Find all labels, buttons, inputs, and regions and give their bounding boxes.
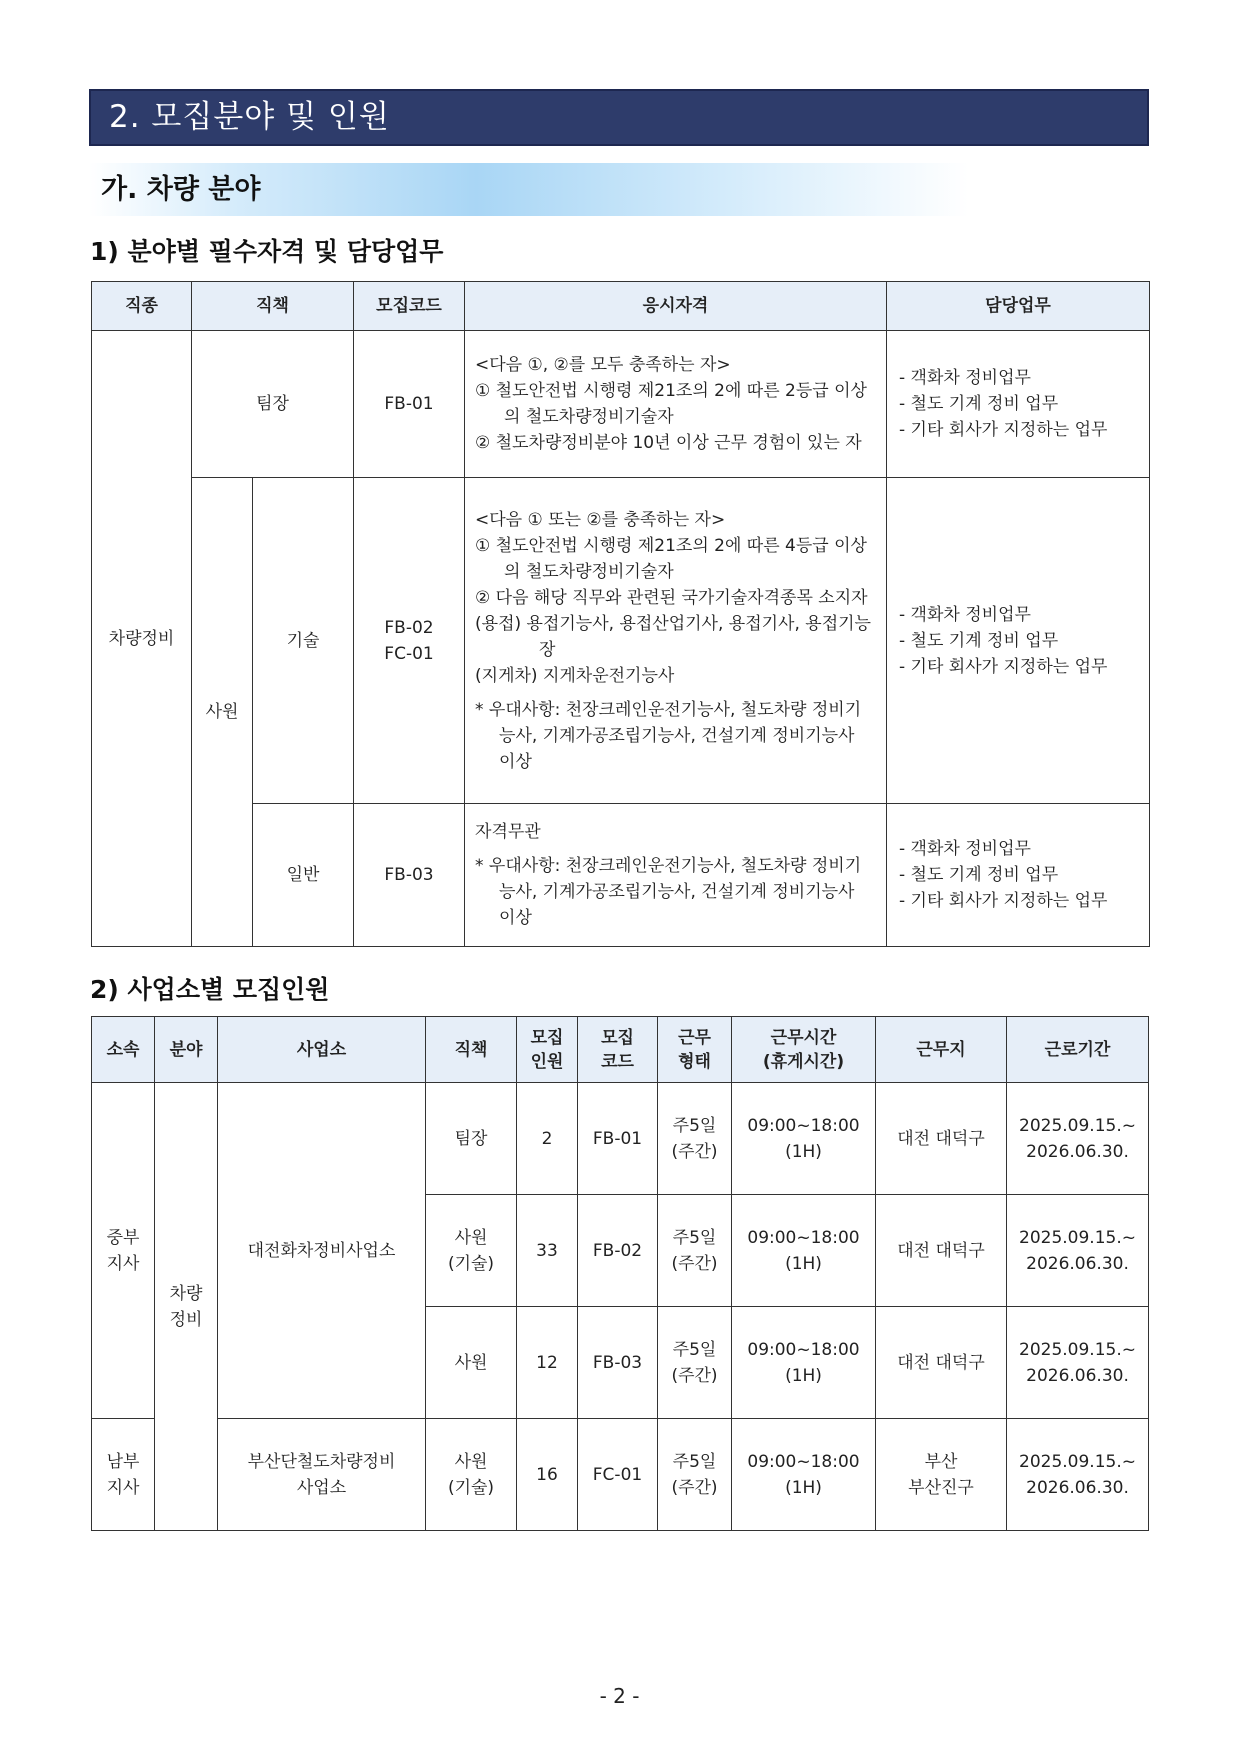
code-value: FB-02 <box>384 617 434 638</box>
code-value: FB-01 <box>384 394 434 414</box>
table-row <box>92 331 1150 478</box>
code-cell <box>354 804 465 947</box>
qualification-intro: <다음 ①, ②를 모두 충족하는 자> <box>475 355 731 375</box>
duty-item: - 객화차 정비업무 <box>899 839 1031 859</box>
hours-cell: 09:00~18:00 (1H) <box>732 1307 876 1419</box>
field-cell: 차량 정비 <box>155 1083 218 1531</box>
branch-cell: 남부 지사 <box>92 1419 155 1531</box>
qualification-intro: 자격무관 <box>475 822 541 842</box>
work-type-cell: 주5일 (주간) <box>658 1195 732 1307</box>
staffing-table <box>91 1016 1149 1531</box>
code-cell <box>354 478 465 804</box>
header-job-type: 직종 <box>92 282 192 331</box>
code-cell: FC-01 <box>578 1419 658 1531</box>
header-hours: 근무시간 (휴게시간) <box>732 1017 876 1083</box>
position-cell: 사원 (기술) <box>426 1419 517 1531</box>
sub-heading: 가. 차량 분야 <box>89 163 969 216</box>
period-cell: 2025.09.15.~ 2026.06.30. <box>1007 1419 1149 1531</box>
qualification-note: * 우대사항: 천장크레인운전기능사, 철도차량 정비기능사, 기계가공조립기능사, 건설기계 정비기능사 이상 <box>475 699 862 772</box>
duty-item: - 기타 회사가 지정하는 업무 <box>899 420 1108 440</box>
group-cell: 사원 <box>192 478 253 947</box>
code-value: FB-03 <box>384 865 434 885</box>
qualification-item: ② 다음 해당 직무와 관련된 국가기술자격종목 소지자 <box>475 587 868 608</box>
hours-cell: 09:00~18:00 (1H) <box>732 1419 876 1531</box>
table-row <box>92 478 1150 804</box>
header-position: 직책 <box>426 1017 517 1083</box>
office-cell: 대전화차정비사업소 <box>218 1083 426 1419</box>
header-duties: 담당업무 <box>887 282 1150 331</box>
qualification-item: ① 철도안전법 시행령 제21조의 2에 따른 4등급 이상의 철도차량정비기술자 <box>475 535 867 582</box>
job-type-cell: 차량정비 <box>92 331 192 947</box>
qualification-subitem: (용접) 용접기능사, 용접산업기사, 용접기사, 용접기능장 <box>475 613 871 660</box>
table-row <box>92 1083 1149 1195</box>
main-heading: 2. 모집분야 및 인원 <box>89 89 1149 146</box>
period-cell: 2025.09.15.~ 2026.06.30. <box>1007 1195 1149 1307</box>
table-header-row <box>92 1017 1149 1083</box>
qualification-subitem: (지게차) 지게차운전기능사 <box>475 665 675 686</box>
hours-cell: 09:00~18:00 (1H) <box>732 1195 876 1307</box>
qualification-cell <box>465 478 887 804</box>
header-code: 모집 코드 <box>578 1017 658 1083</box>
position-cell: 팀장 <box>426 1083 517 1195</box>
section2-title: 2) 사업소별 모집인원 <box>90 975 330 1004</box>
count-cell: 2 <box>517 1083 578 1195</box>
qualification-item: ① 철도안전법 시행령 제21조의 2에 따른 2등급 이상의 철도차량정비기술자 <box>475 381 867 427</box>
period-cell: 2025.09.15.~ 2026.06.30. <box>1007 1083 1149 1195</box>
position-cell: 팀장 <box>192 331 354 478</box>
header-code: 모집코드 <box>354 282 465 331</box>
location-cell: 대전 대덕구 <box>876 1307 1007 1419</box>
table-header-row <box>92 282 1150 331</box>
code-value: FC-01 <box>384 643 434 664</box>
section1-title: 1) 분야별 필수자격 및 담당업무 <box>90 237 444 266</box>
qualification-cell <box>465 331 887 478</box>
position-cell: 사원 <box>426 1307 517 1419</box>
position-cell: 사원 (기술) <box>426 1195 517 1307</box>
office-cell: 부산단철도차량정비 사업소 <box>218 1419 426 1531</box>
duty-item: - 객화차 정비업무 <box>899 604 1031 625</box>
header-work-type: 근무 형태 <box>658 1017 732 1083</box>
hours-cell: 09:00~18:00 (1H) <box>732 1083 876 1195</box>
location-cell: 대전 대덕구 <box>876 1083 1007 1195</box>
code-cell: FB-02 <box>578 1195 658 1307</box>
qualification-note: * 우대사항: 천장크레인운전기능사, 철도차량 정비기능사, 기계가공조립기능사, 건설기계 정비기능사 이상 <box>475 856 862 928</box>
duty-item: - 철도 기계 정비 업무 <box>899 630 1059 651</box>
branch-cell: 중부 지사 <box>92 1083 155 1419</box>
header-count: 모집 인원 <box>517 1017 578 1083</box>
location-cell: 부산 부산진구 <box>876 1419 1007 1531</box>
code-cell: FB-03 <box>578 1307 658 1419</box>
header-office: 사업소 <box>218 1017 426 1083</box>
qualification-item: ② 철도차량정비분야 10년 이상 근무 경험이 있는 자 <box>475 433 862 453</box>
header-position: 직책 <box>192 282 354 331</box>
duties-cell <box>887 804 1150 947</box>
duties-cell <box>887 478 1150 804</box>
header-qualification: 응시자격 <box>465 282 887 331</box>
qualification-intro: <다음 ① 또는 ②를 충족하는 자> <box>475 509 726 530</box>
position-cell: 일반 <box>253 804 354 947</box>
header-branch: 소속 <box>92 1017 155 1083</box>
location-cell: 대전 대덕구 <box>876 1195 1007 1307</box>
code-cell <box>354 331 465 478</box>
duty-item: - 기타 회사가 지정하는 업무 <box>899 891 1108 911</box>
count-cell: 16 <box>517 1419 578 1531</box>
duty-item: - 철도 기계 정비 업무 <box>899 865 1059 885</box>
table-row <box>92 1419 1149 1531</box>
duty-item: - 기타 회사가 지정하는 업무 <box>899 656 1108 677</box>
work-type-cell: 주5일 (주간) <box>658 1419 732 1531</box>
header-field: 분야 <box>155 1017 218 1083</box>
work-type-cell: 주5일 (주간) <box>658 1083 732 1195</box>
period-cell: 2025.09.15.~ 2026.06.30. <box>1007 1307 1149 1419</box>
qualification-table <box>91 281 1150 947</box>
qualification-cell <box>465 804 887 947</box>
duty-item: - 객화차 정비업무 <box>899 368 1031 388</box>
duties-cell <box>887 331 1150 478</box>
duty-item: - 철도 기계 정비 업무 <box>899 394 1059 414</box>
code-cell: FB-01 <box>578 1083 658 1195</box>
count-cell: 12 <box>517 1307 578 1419</box>
page-number: - 2 - <box>599 1684 640 1708</box>
work-type-cell: 주5일 (주간) <box>658 1307 732 1419</box>
count-cell: 33 <box>517 1195 578 1307</box>
header-location: 근무지 <box>876 1017 1007 1083</box>
position-cell: 기술 <box>253 478 354 804</box>
header-period: 근로기간 <box>1007 1017 1149 1083</box>
